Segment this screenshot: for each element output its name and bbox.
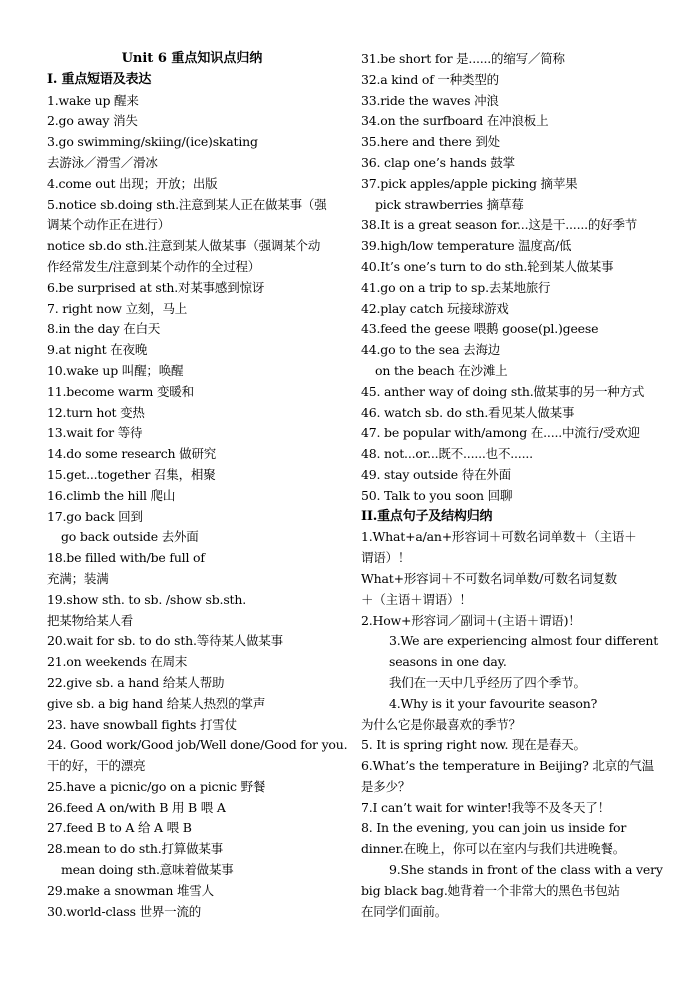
list-item: 12.turn hot 变热	[47, 404, 145, 420]
list-item: 3.We are experiencing almost four different	[389, 633, 659, 649]
right-column	[361, 49, 663, 922]
list-item: What+形容词＋不可数名词单数/可数名词复数	[361, 570, 617, 586]
list-item: give sb. a big hand 给某人热烈的掌声	[47, 695, 266, 711]
list-item: 干的好，干的漂亮	[47, 758, 146, 774]
list-item: notice sb.do sth.注意到某人做某事（强调某个动	[47, 238, 321, 254]
list-item: 1.What+a/an+形容词＋可数名词单数＋（主语＋	[361, 529, 637, 545]
list-item: 31.be short for 是......的缩写／简称	[361, 51, 565, 66]
list-item: 6.What’s the temperature in Beijing? 北京的气温	[361, 758, 654, 774]
list-item: 47. be popular with/among 在.....中流行/受欢迎	[361, 425, 640, 441]
list-item: 21.on weekends 在周末	[47, 654, 188, 670]
list-item: big black bag.她背着一个非常大的黑色书包站	[361, 882, 620, 898]
list-item: 8.in the day 在白天	[47, 321, 161, 337]
list-item: 23. have snowball fights 打雪仗	[47, 716, 237, 732]
list-item: 26.feed A on/with B 用 B 喂 A	[47, 799, 226, 815]
list-item: 49. stay outside 待在外面	[361, 466, 511, 482]
list-item: 34.on the surfboard 在冲浪板上	[361, 113, 549, 129]
list-item: 44.go to the sea 去海边	[361, 342, 501, 358]
list-item: 22.give sb. a hand 给某人帮助	[47, 674, 225, 690]
list-item: 16.climb the hill 爬山	[47, 487, 176, 503]
list-item: 20.wait for sb. to do sth.等待某人做某事	[47, 633, 283, 649]
list-item: 30.world-class 世界一流的	[47, 903, 202, 919]
list-item: 我们在一天中几乎经历了四个季节。	[389, 674, 586, 690]
list-item: 48. not...or...既不......也不......	[361, 446, 533, 462]
list-item: 24. Good work/Good job/Well done/Good for you.	[47, 737, 348, 753]
list-item: 13.wait for 等待	[47, 425, 143, 441]
list-item: 4.Why is it your favourite season?	[389, 695, 598, 711]
list-item: 10.wake up 叫醒；唤醒	[47, 362, 184, 378]
list-item: 作经常发生/注意到某个动作的全过程）	[47, 258, 261, 274]
list-item: 50. Talk to you soon 回聊	[361, 487, 513, 503]
section-heading-phrases: I. 重点短语及表达	[47, 71, 152, 87]
list-item: 27.feed B to A 给 A 喂 B	[47, 820, 192, 836]
list-item: 37.pick apples/apple picking 摘苹果	[361, 175, 578, 191]
list-item: 28.mean to do sth.打算做某事	[47, 841, 223, 857]
list-item: 9.at night 在夜晚	[47, 342, 148, 358]
list-item: 39.high/low temperature 温度高/低	[361, 238, 572, 254]
list-item: 在同学们面前。	[361, 903, 448, 919]
list-item: 8. In the evening, you can join us inside for	[361, 820, 627, 836]
list-item: 42.play catch 玩接球游戏	[361, 300, 509, 316]
list-item: 32.a kind of 一种类型的	[361, 71, 499, 87]
list-item: 45. anther way of doing sth.做某事的另一种方式	[361, 383, 645, 399]
list-item: 29.make a snowman 堆雪人	[47, 882, 214, 898]
list-item: 4.come out 出现；开放；出版	[47, 175, 218, 191]
list-item: ＋（主语＋谓语）！	[361, 591, 472, 607]
list-item: 41.go on a trip to sp.去某地旅行	[361, 279, 551, 295]
list-item: 3.go swimming/skiing/(ice)skating	[47, 134, 258, 150]
list-item: 是多少？	[361, 778, 411, 794]
list-item: 6.be surprised at sth.对某事感到惊讶	[47, 279, 265, 295]
list-item: 46. watch sb. do sth.看见某人做某事	[361, 404, 575, 420]
list-item: 2.How+形容词／副词＋(主语＋谓语)！	[361, 612, 581, 628]
left-column	[47, 49, 347, 922]
list-item: mean doing sth.意味着做某事	[61, 862, 234, 878]
list-item: 18.be filled with/be full of	[47, 550, 205, 566]
list-item: seasons in one day.	[389, 654, 507, 670]
list-item: 把某物给某人看	[47, 612, 134, 628]
list-item: 5. It is spring right now. 现在是春天。	[361, 737, 586, 753]
list-item: 33.ride the waves 冲浪	[361, 92, 499, 108]
list-item: 40.It’s one’s turn to do sth.轮到某人做某事	[361, 258, 614, 274]
list-item: 9.She stands in front of the class with a very	[389, 862, 663, 878]
list-item: 19.show sth. to sb. /show sb.sth.	[47, 591, 246, 607]
list-item: 35.here and there 到处	[361, 134, 500, 150]
list-item: 43.feed the geese 喂鹅 goose(pl.)geese	[361, 321, 599, 337]
list-item: 2.go away 消失	[47, 113, 138, 129]
list-item: 7.I can’t wait for winter!我等不及冬天了！	[361, 799, 610, 815]
list-item: 1.wake up 醒来	[47, 92, 139, 108]
list-item: 15.get...together 召集，相聚	[47, 466, 216, 482]
list-item: 25.have a picnic/go on a picnic 野餐	[47, 778, 266, 794]
list-item: 调某个动作正在进行）	[47, 217, 171, 233]
list-item: 去游泳／滑雪／滑冰	[47, 154, 158, 170]
list-item: 谓语）！	[361, 550, 411, 566]
list-item: 11.become warm 变暖和	[47, 383, 194, 399]
list-item: go back outside 去外面	[61, 529, 199, 545]
list-item: dinner.在晚上，你可以在室内与我们共进晚餐。	[361, 841, 626, 857]
list-item: 7. right now 立刻，马上	[47, 300, 188, 316]
list-item: pick strawberries 摘草莓	[375, 196, 524, 212]
list-item: 17.go back 回到	[47, 508, 143, 524]
section-heading-sentences: II.重点句子及结构归纳	[361, 508, 493, 524]
list-item: 14.do some research 做研究	[47, 446, 217, 462]
list-item: 5.notice sb.doing sth.注意到某人正在做某事（强	[47, 196, 327, 212]
list-item: 36. clap one’s hands 鼓掌	[361, 154, 515, 170]
list-item: 充满；装满	[47, 570, 109, 586]
list-item: 38.It is a great season for...这是干......的好季节	[361, 217, 638, 233]
document-title: Unit 6 重点知识点归纳	[121, 51, 263, 66]
list-item: 为什么它是你最喜欢的季节？	[361, 716, 521, 732]
list-item: on the beach 在沙滩上	[375, 362, 508, 378]
